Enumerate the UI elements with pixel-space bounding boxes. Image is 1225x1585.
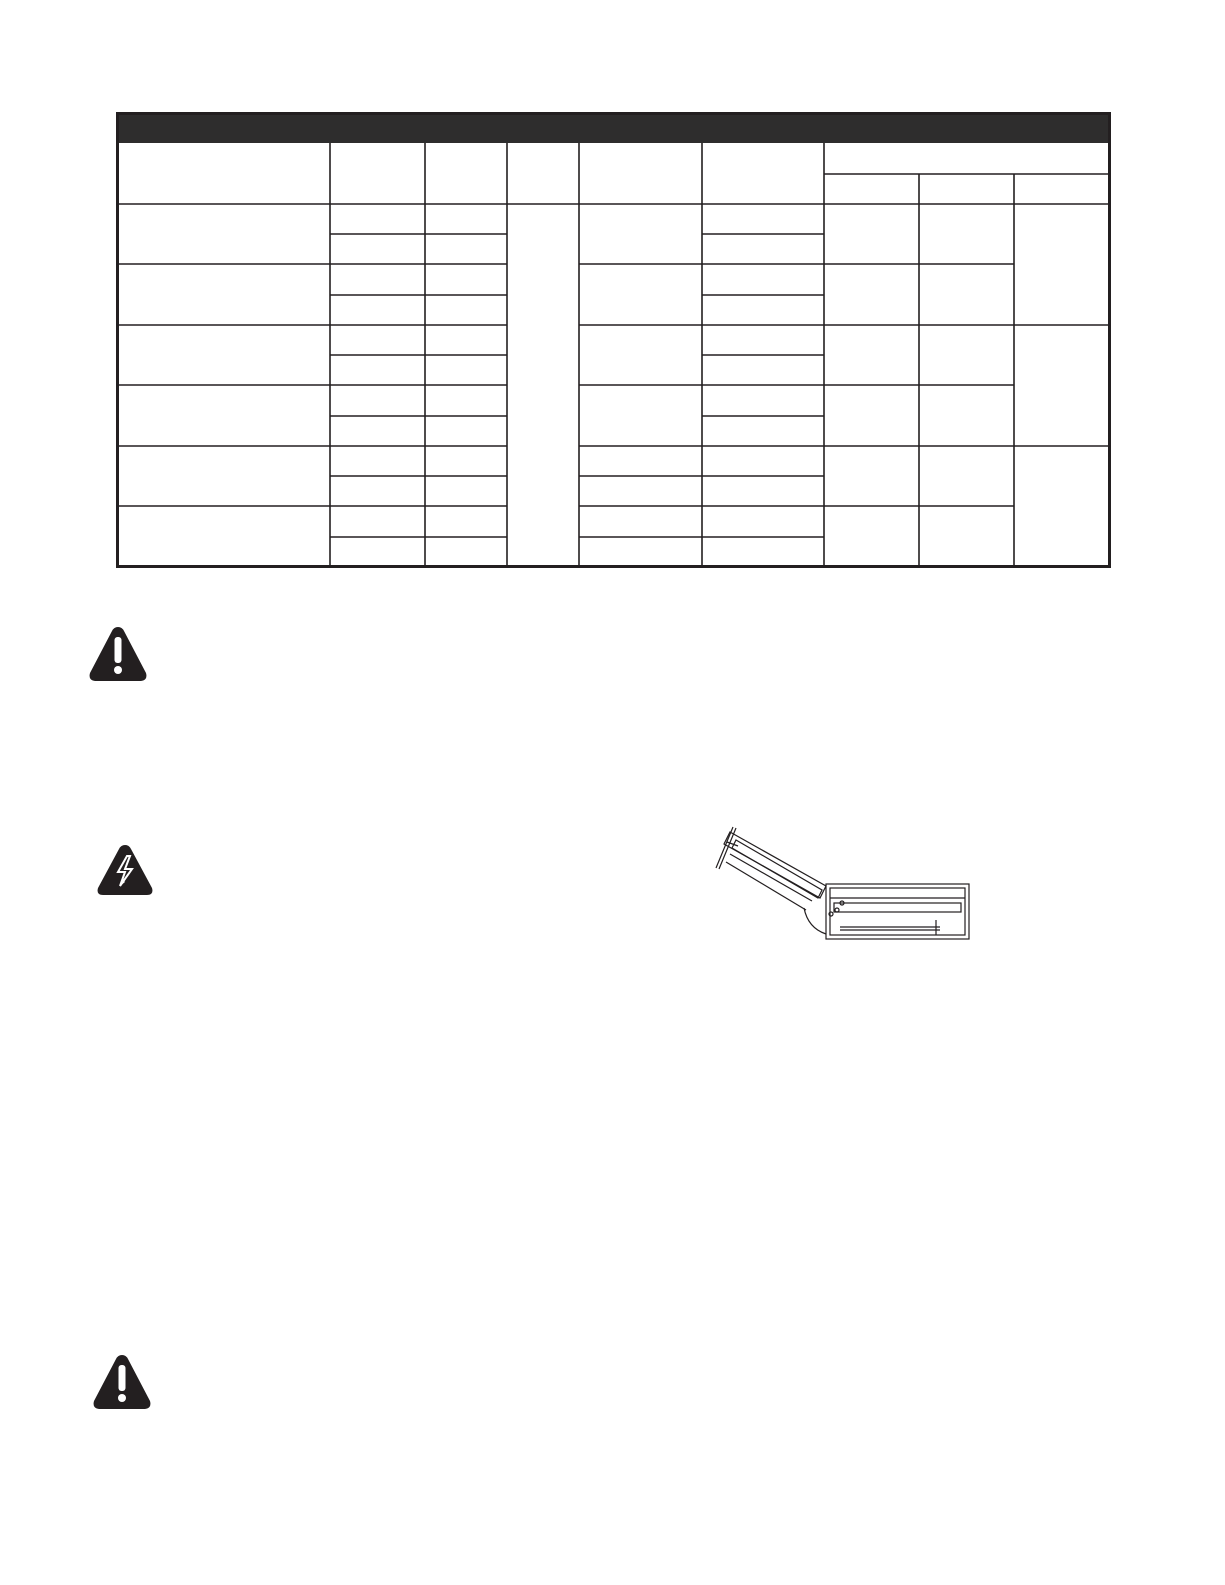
table-rules	[116, 143, 1111, 568]
caution-exclamation-icon	[86, 624, 150, 689]
table-outer-border	[118, 114, 1110, 567]
hinged-assembly-illustration	[700, 824, 976, 944]
electric-shock-warning-icon	[94, 842, 156, 903]
caution-exclamation-icon	[90, 1352, 154, 1417]
table-title-bar	[116, 112, 1111, 143]
table-grid	[116, 112, 1111, 568]
specification-table	[116, 112, 1111, 568]
